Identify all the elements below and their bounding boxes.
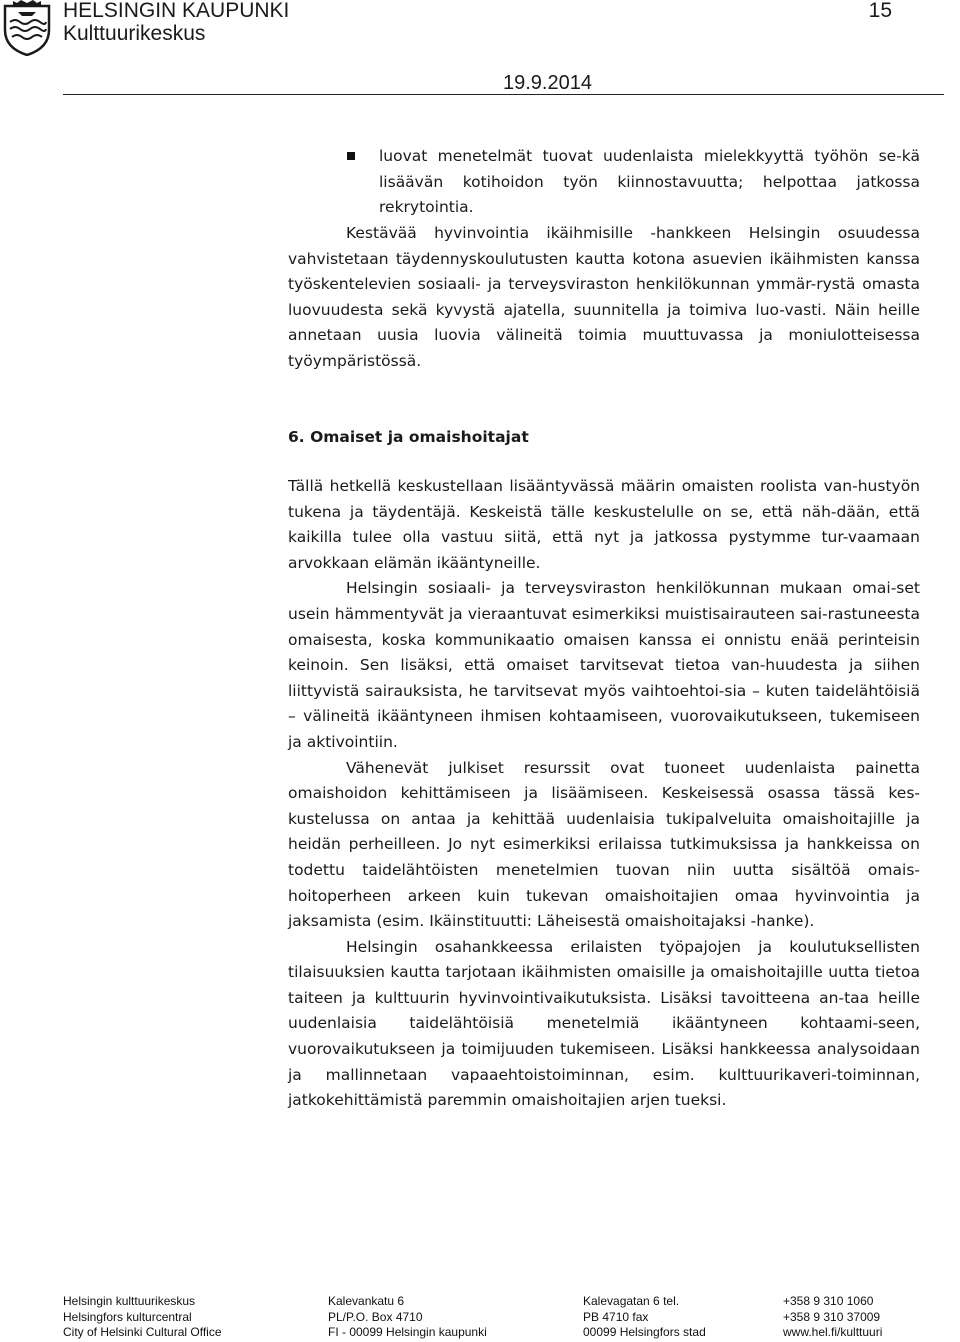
footer-line: Helsingfors kulturcentral xyxy=(63,1309,192,1324)
header-department: Kulttuurikeskus xyxy=(63,22,206,45)
section-paragraph-3: Vähenevät julkiset resurssit ovat tuoneet uudenlaista painetta omaishoidon kehittämiseen ja lisäämiseen. Keskeisessä osassa tässä kes-kustelussa on antaa ja kehittää uudenlaisia tukipalveluita omaishoitajille ja heidän perheilleen. Jo nyt esimerkiksi erilaissa tutkimuksissa ja hankkeissa on todettu taidelähtöisten menetelmien tuovan niin uutta sisältöä omais-hoitoperheen arkeen kuin tukevan omaishoitajien omaa hyvinvointia ja jaksamista (esim. Ikäinstituutti: Läheisestä omaishoitajaksi -hanke). xyxy=(288,758,920,931)
bullet-square-icon xyxy=(347,152,355,160)
footer-line: PL/P.O. Box 4710 xyxy=(328,1309,423,1324)
footer-fax: +358 9 310 37009 xyxy=(783,1309,881,1324)
section-heading: 6. Omaiset ja omaishoitajat xyxy=(288,428,529,446)
footer-phone: +358 9 310 1060 xyxy=(783,1294,874,1308)
footer-line: Helsingin kulttuurikeskus xyxy=(63,1294,196,1308)
section-body xyxy=(288,474,920,1114)
helsinki-crest-logo xyxy=(2,0,52,56)
section-paragraph-1: Tällä hetkellä keskustellaan lisääntyvässä määrin omaisten roolista van-hustyön tukena ja täydentäjä. Keskeistä tälle keskustelulle on se, että näh-dään, että kaikilla tulee olla vastuu siitä, että nyt ja jatkossa pystymme tur-vaamaan arvokkaan elämän ikääntyneille. xyxy=(288,477,920,572)
footer-column-address-sv xyxy=(583,1294,706,1341)
intro-paragraph: Kestävää hyvinvointia ikäihmisille -hankkeen Helsingin osuudessa vahvistetaan täydennyskoulutusten kautta kotona asuevien ikäihmisten kanssa työskentelevien sosiaali- ja terveysviraston henkilökunnan ymmär-rystä omasta luovuudesta sekä kyvystä ajatella, suunnitella ja toimiva luo-vasti. Näin heille annetaan uusia luovia välineitä toimia muuttuvassa ja moniulotteisessa työympäristössä. xyxy=(288,224,920,370)
page-number: 15 xyxy=(868,0,892,22)
footer-column-office xyxy=(63,1294,222,1341)
section-paragraph-4: Helsingin osahankkeessa erilaisten työpajojen ja koulutuksellisten tilaisuuksien kautta tarjotaan ikäihmisten omaisille ja omaishoitajille uutta tietoa taiteen ja kulttuurin hyvinvointivaikutuksista. Lisäksi tavoitteena an-taa heille uudenlaisia taidelähtöisiä menetelmiä ikääntyneen kohtaami-seen, vuorovaikutukseen ja toimijuuden tukemiseen. Lisäksi hankkeessa analysoidaan ja mallinnetaan vapaaehtoistoiminnan, esim. kulttuurikaveri-toiminnan, jatkokehittämistä paremmin omaishoitajien arjen tueksi. xyxy=(288,937,920,1110)
footer-line: Kalevankatu 6 xyxy=(328,1294,405,1308)
header-divider xyxy=(63,94,944,95)
footer-line: City of Helsinki Cultural Office xyxy=(63,1325,222,1339)
footer-column-address-fi xyxy=(328,1294,487,1341)
intro-block xyxy=(288,221,920,375)
section-paragraph-2: Helsingin sosiaali- ja terveysviraston henkilökunnan mukaan omai-set usein hämmentyvät ja vieraantuvat esimerkiksi muistisairauteen sai-rastuneesta omaisesta, koska kommunikaatio omaisen kanssa ei onnistu enää perinteisin keinoin. Sen lisäksi, että omaiset tarvitsevat tietoa van-huudesta ja siihen liittyvistä sairauksista, he tarvitsevat myös vaihtoehtoi-sia – kuten taidelähtöisiä – välineitä ikääntyneen ihmisen kohtaamiseen, vuorovaikutukseen, tukemiseen ja aktivointiin. xyxy=(288,579,920,751)
footer-website: www.hel.fi/kulttuuri xyxy=(783,1325,883,1339)
footer-line: 00099 Helsingfors stad xyxy=(583,1325,706,1339)
bullet-list-item xyxy=(347,144,920,221)
document-date: 19.9.2014 xyxy=(503,72,592,94)
footer-column-contact xyxy=(783,1294,882,1341)
footer-line: Kalevagatan 6 tel. xyxy=(583,1294,680,1308)
footer-line: FI - 00099 Helsingin kaupunki xyxy=(328,1325,487,1339)
footer-line: PB 4710 fax xyxy=(583,1309,649,1324)
header-organization: HELSINGIN KAUPUNKI xyxy=(63,0,290,22)
bullet-text: luovat menetelmät tuovat uudenlaista mielekkyyttä työhön se-kä lisäävän kotihoidon työn kiinnostavuutta; helpottaa jatkossa rekrytointia. xyxy=(379,147,920,217)
